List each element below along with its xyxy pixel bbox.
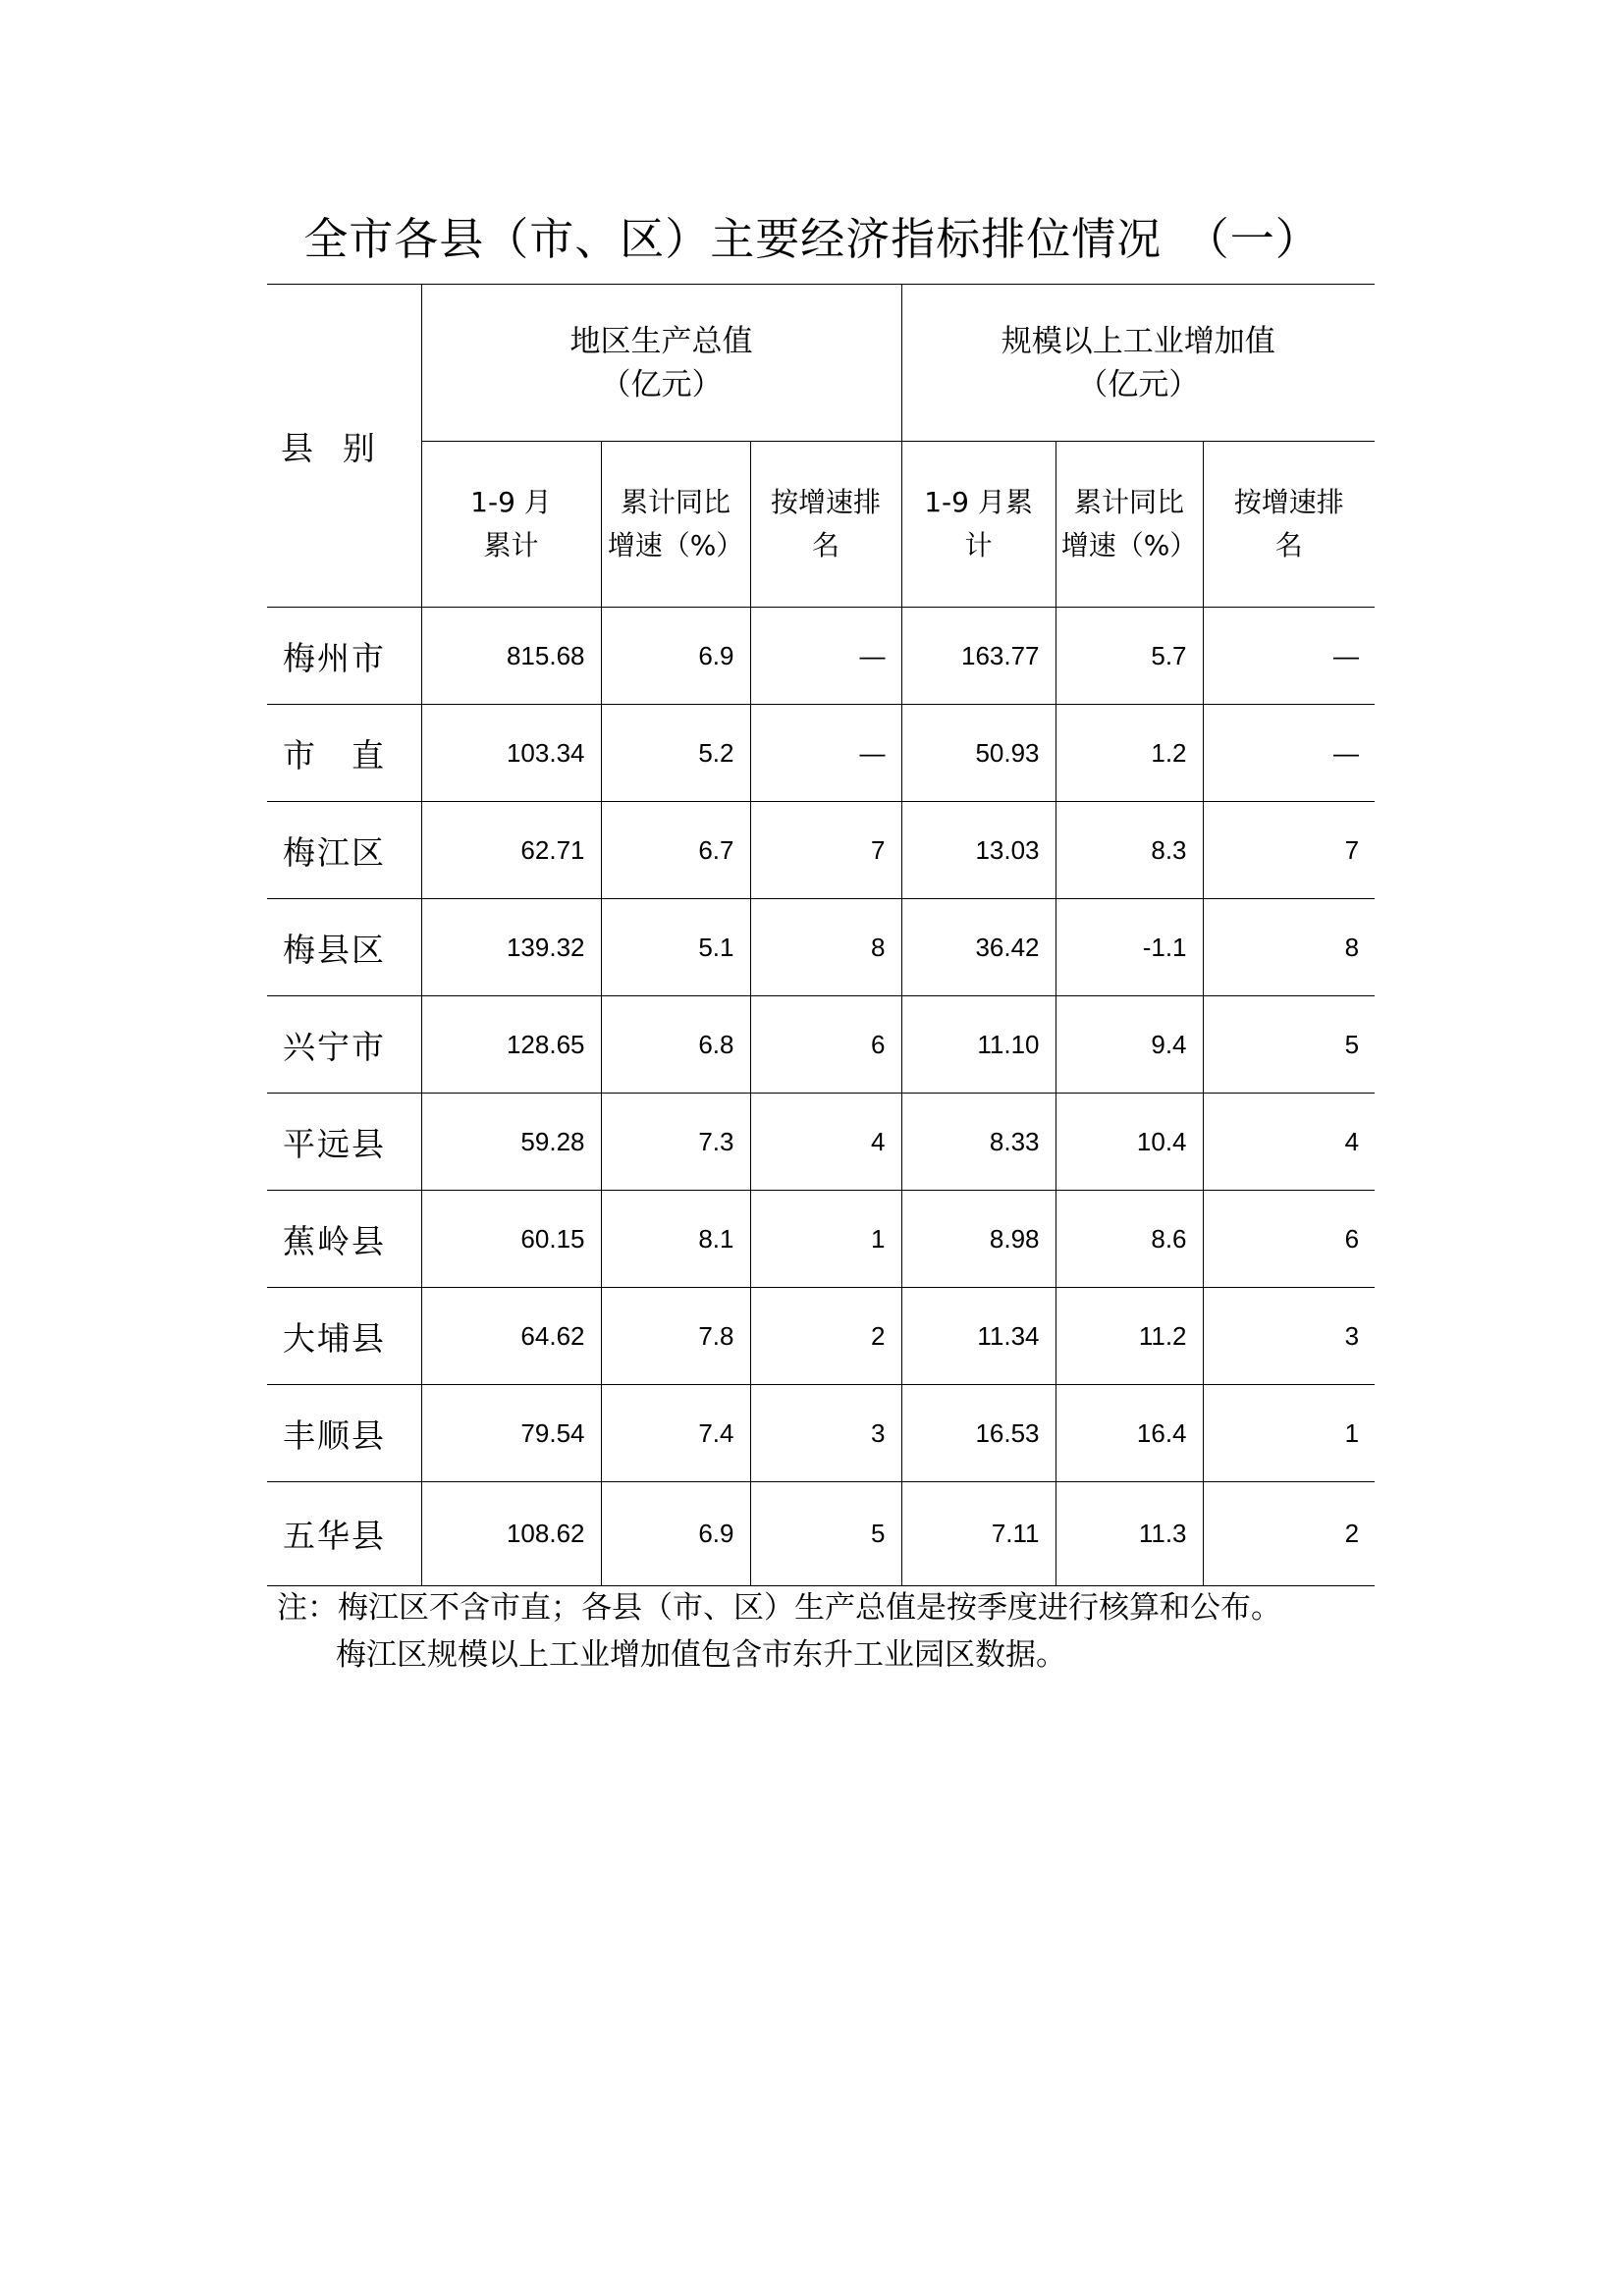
gdp-group-label: 地区生产总值 [569,323,753,359]
gdp-cumulative-cell: 108.62 [421,1482,601,1586]
county-name-cell: 梅江区 [267,802,421,899]
table-row [267,1482,1375,1586]
gdp-growth-cell: 6.9 [601,608,750,705]
table-row [267,1288,1375,1385]
industry-group-label: 规模以上工业增加值 [1001,323,1275,359]
gdp-rank-cell: 8 [750,899,901,996]
header-row-subcolumns [267,442,1375,608]
industry-cumulative-cell: 11.10 [901,996,1056,1094]
gdp-cumulative-cell: 103.34 [421,705,601,802]
header-row-groups [267,285,1375,442]
gdp-cumulative-cell: 79.54 [421,1385,601,1482]
industry-growth-cell: 10.4 [1056,1094,1203,1191]
gdp-cumulative-cell: 815.68 [421,608,601,705]
gdp-cumulative-cell: 139.32 [421,899,601,996]
county-name-cell: 丰顺县 [267,1385,421,1482]
gdp-growth-cell: 7.3 [601,1094,750,1191]
gdp-growth-cell: 6.7 [601,802,750,899]
industry-cumulative-cell: 11.34 [901,1288,1056,1385]
page-title: 全市各县（市、区）主要经济指标排位情况 （一） [303,213,1321,265]
industry-rank-cell: 8 [1203,899,1375,996]
gdp-growth-cell: 6.9 [601,1482,750,1586]
industry-rank-cell: 7 [1203,802,1375,899]
industry-cumulative-cell: 8.33 [901,1094,1056,1191]
gdp-rank-cell: 1 [750,1191,901,1288]
industry-growth-cell: 1.2 [1056,705,1203,802]
industry-rank-cell: 3 [1203,1288,1375,1385]
industry-group-unit: （亿元） [1077,366,1200,402]
table-row [267,705,1375,802]
county-name-cell: 市 直 [267,705,421,802]
industry-cumulative-cell: 16.53 [901,1385,1056,1482]
gdp-growth-cell: 5.1 [601,899,750,996]
industry-growth-cell: 8.3 [1056,802,1203,899]
industry-rank-cell: 5 [1203,996,1375,1094]
industry-growth-header [1056,442,1203,608]
sub-header-line: 1-9 月累 [924,486,1033,518]
county-name-cell: 平远县 [267,1094,421,1191]
industry-cumulative-cell: 8.98 [901,1191,1056,1288]
gdp-rank-cell: 6 [750,996,901,1094]
gdp-group-header [421,285,901,442]
indicator-table [267,284,1375,1586]
gdp-growth-cell: 5.2 [601,705,750,802]
sub-header-line: 1-9 月 [470,486,552,518]
gdp-rank-cell: 7 [750,802,901,899]
table-row [267,996,1375,1094]
industry-rank-header [1203,442,1375,608]
gdp-cumulative-cell: 59.28 [421,1094,601,1191]
footnote-line-2: 梅江区规模以上工业增加值包含市东升工业园区数据。 [336,1637,1066,1673]
county-name-cell: 五华县 [267,1482,421,1586]
county-column-header: 县别 [267,285,421,608]
industry-cumulative-cell: 163.77 [901,608,1056,705]
sub-header-line: 增速（%） [1060,529,1198,561]
gdp-cumulative-cell: 128.65 [421,996,601,1094]
industry-growth-cell: 11.2 [1056,1288,1203,1385]
gdp-group-unit: （亿元） [600,366,723,402]
gdp-growth-cell: 6.8 [601,996,750,1094]
gdp-growth-cell: 7.4 [601,1385,750,1482]
industry-rank-cell: 6 [1203,1191,1375,1288]
gdp-rank-cell: — [750,608,901,705]
industry-cumulative-cell: 13.03 [901,802,1056,899]
gdp-cumulative-cell: 60.15 [421,1191,601,1288]
sub-header-line: 累计 [483,529,539,561]
gdp-growth-cell: 8.1 [601,1191,750,1288]
footnote-line-1: 注：梅江区不含市直；各县（市、区）生产总值是按季度进行核算和公布。 [277,1590,1281,1626]
industry-rank-cell: — [1203,705,1375,802]
gdp-rank-cell: — [750,705,901,802]
sub-header-line: 累计同比 [620,486,731,518]
county-name-cell: 蕉岭县 [267,1191,421,1288]
table-row [267,899,1375,996]
table-row [267,802,1375,899]
industry-growth-cell: 9.4 [1056,996,1203,1094]
industry-group-header [901,285,1375,442]
gdp-rank-cell: 4 [750,1094,901,1191]
sub-header-line: 按增速排 [1233,486,1344,518]
sub-header-line: 名 [1274,529,1303,561]
industry-cumulative-cell: 36.42 [901,899,1056,996]
industry-rank-cell: 4 [1203,1094,1375,1191]
industry-growth-cell: 8.6 [1056,1191,1203,1288]
industry-rank-cell: — [1203,608,1375,705]
footnote [277,1584,1281,1679]
industry-cumulative-header [901,442,1056,608]
sub-header-line: 累计同比 [1074,486,1185,518]
industry-cumulative-cell: 50.93 [901,705,1056,802]
county-name-cell: 梅县区 [267,899,421,996]
gdp-growth-header [601,442,750,608]
county-name-cell: 大埔县 [267,1288,421,1385]
table-row [267,1094,1375,1191]
sub-header-line: 计 [964,529,993,561]
gdp-cumulative-cell: 64.62 [421,1288,601,1385]
industry-growth-cell: -1.1 [1056,899,1203,996]
table-body [267,285,1375,1586]
gdp-rank-cell: 2 [750,1288,901,1385]
gdp-rank-cell: 5 [750,1482,901,1586]
gdp-rank-header [750,442,901,608]
gdp-growth-cell: 7.8 [601,1288,750,1385]
table-row [267,1385,1375,1482]
county-name-cell: 兴宁市 [267,996,421,1094]
table-row [267,608,1375,705]
industry-growth-cell: 5.7 [1056,608,1203,705]
county-name-cell: 梅州市 [267,608,421,705]
table-row [267,1191,1375,1288]
sub-header-line: 增速（%） [607,529,744,561]
industry-rank-cell: 2 [1203,1482,1375,1586]
industry-growth-cell: 16.4 [1056,1385,1203,1482]
gdp-cumulative-header [421,442,601,608]
gdp-cumulative-cell: 62.71 [421,802,601,899]
industry-cumulative-cell: 7.11 [901,1482,1056,1586]
sub-header-line: 名 [812,529,840,561]
gdp-rank-cell: 3 [750,1385,901,1482]
industry-rank-cell: 1 [1203,1385,1375,1482]
sub-header-line: 按增速排 [771,486,882,518]
industry-growth-cell: 11.3 [1056,1482,1203,1586]
